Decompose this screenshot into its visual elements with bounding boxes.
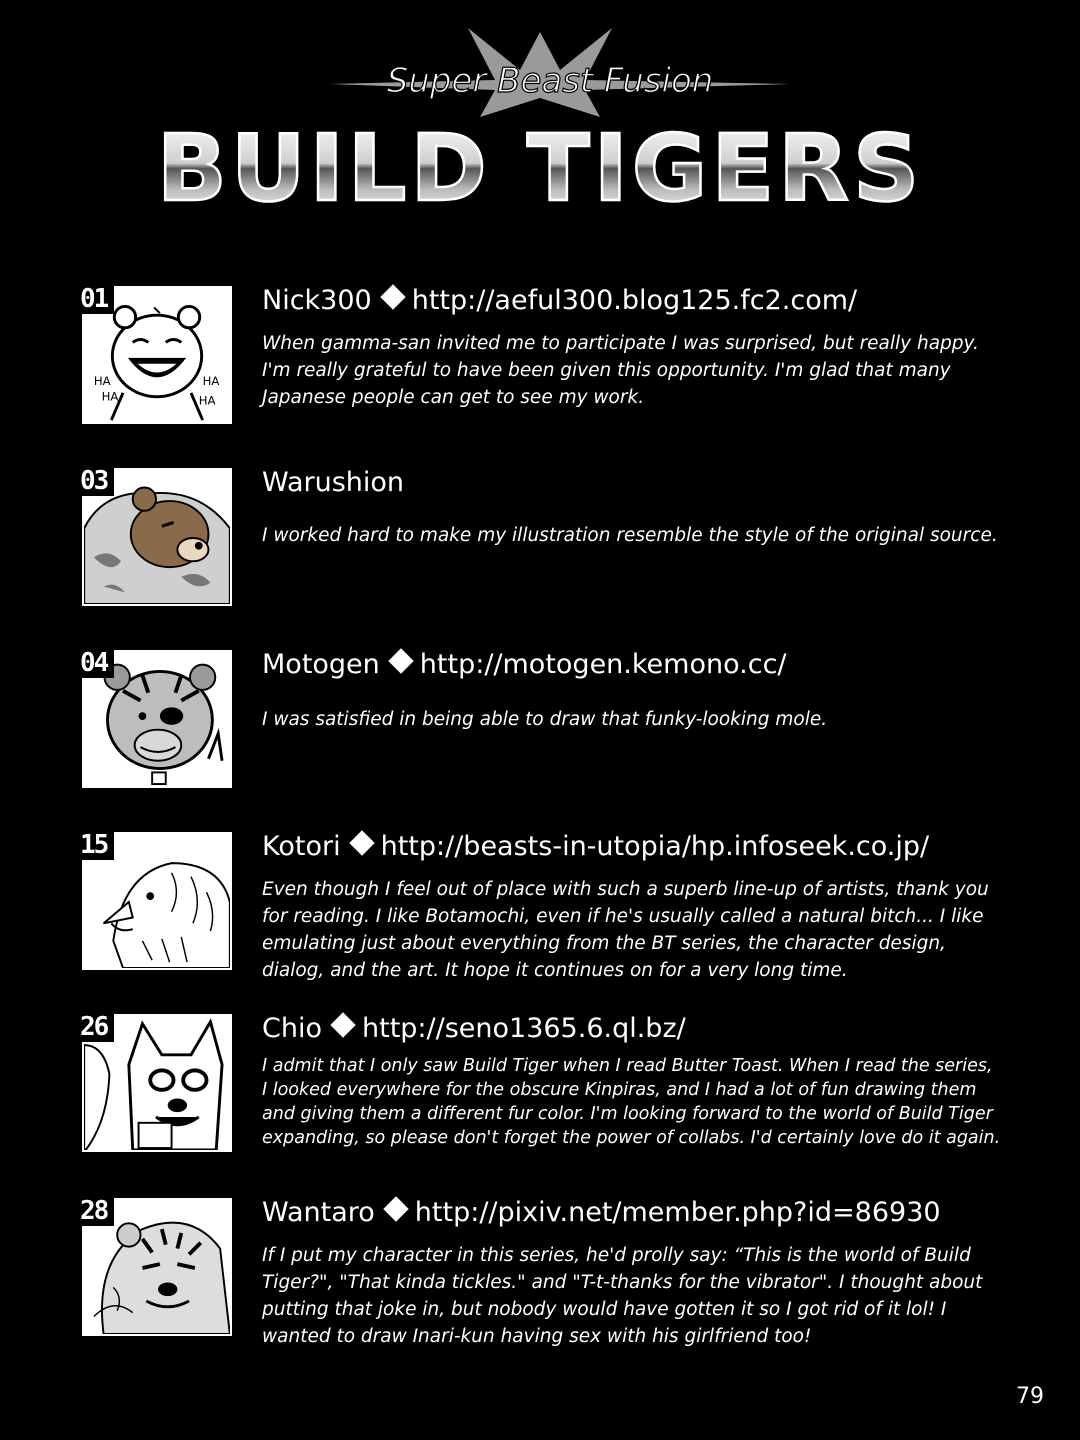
entry-number: 26 (80, 1012, 114, 1042)
artist-heading (262, 1196, 941, 1230)
title-logo (0, 22, 1080, 222)
artist-url[interactable]: http://beasts-in-utopia/hp.infoseek.co.jp/ (380, 831, 930, 862)
artist-heading (262, 830, 929, 864)
artist-name: Motogen (262, 649, 380, 680)
artist-comment: If I put my character in this series, he'd prolly say: “This is the world of Build Tiger?", "That kinda tickles." and "T-t-thanks for the vibrator". I thought about putting that joke in, but nobody would have gotten it so I got rid of it lol! I wanted to draw Inari-kun having sex with his girlfriend too! (262, 1245, 983, 1347)
artist-url[interactable]: http://motogen.kemono.cc/ (419, 649, 787, 680)
artist-comment: Even though I feel out of place with such a superb line-up of artists, thank you for reading. I like Botamochi, even if he's usually called a natural bitch... I like emulating just about everything from the BT series, the character design, dialog, and the art. It hope it continues on for a very long time. (262, 879, 989, 981)
logo-subtitle: Super Beast Fusion (386, 61, 714, 101)
svg-text:HA: HA (93, 374, 111, 389)
artist-comment: When gamma-san invited me to participate I was surprised, but really happy. I'm really grateful to have been given this opportunity. I'm glad that many Japanese people can get to see my work. (262, 333, 979, 408)
entry-number: 28 (80, 1196, 114, 1226)
artist-heading (262, 284, 857, 318)
page-number: 79 (1016, 1384, 1044, 1409)
artist-url[interactable]: http://pixiv.net/member.php?id=86930 (414, 1197, 941, 1228)
artist-name: Kotori (262, 831, 341, 862)
artist-name: Wantaro (262, 1197, 375, 1228)
svg-text:HA: HA (198, 393, 216, 408)
entry-number: 01 (80, 284, 114, 314)
artist-heading (262, 1012, 686, 1046)
artist-url[interactable]: http://seno1365.6.ql.bz/ (362, 1013, 686, 1044)
svg-text:HA: HA (202, 374, 220, 389)
diamond-icon (330, 1012, 355, 1037)
diamond-icon (349, 830, 374, 855)
artist-comment: I worked hard to make my illustration resemble the style of the original source. (262, 525, 998, 546)
diamond-icon (380, 284, 405, 309)
entry-number: 04 (80, 648, 114, 678)
entry-number: 15 (80, 830, 114, 860)
artist-name: Chio (262, 1013, 322, 1044)
diamond-icon (383, 1196, 408, 1221)
artist-url[interactable]: http://aeful300.blog125.fc2.com/ (411, 285, 858, 316)
entry-number: 03 (80, 466, 114, 496)
artist-comment: I admit that I only saw Build Tiger when I read Butter Toast. When I read the series, I looked everywhere for the obscure Kinpiras, and I had a lot of fun drawing them and giving them a different fur color. I'm looking forward to the world of Build Tiger expanding, so please don't forget the power of collabs. I'd certainly love do it again. (262, 1056, 1001, 1148)
artist-heading (262, 466, 404, 500)
artist-comment: I was satisfied in being able to draw that funky-looking mole. (262, 709, 828, 730)
logo-title: BUILD TIGERS (156, 115, 924, 222)
svg-text:HA: HA (101, 389, 119, 404)
diamond-icon (388, 648, 413, 673)
artist-name: Warushion (262, 467, 405, 498)
artist-name: Nick300 (262, 285, 372, 316)
artist-heading (262, 648, 787, 682)
